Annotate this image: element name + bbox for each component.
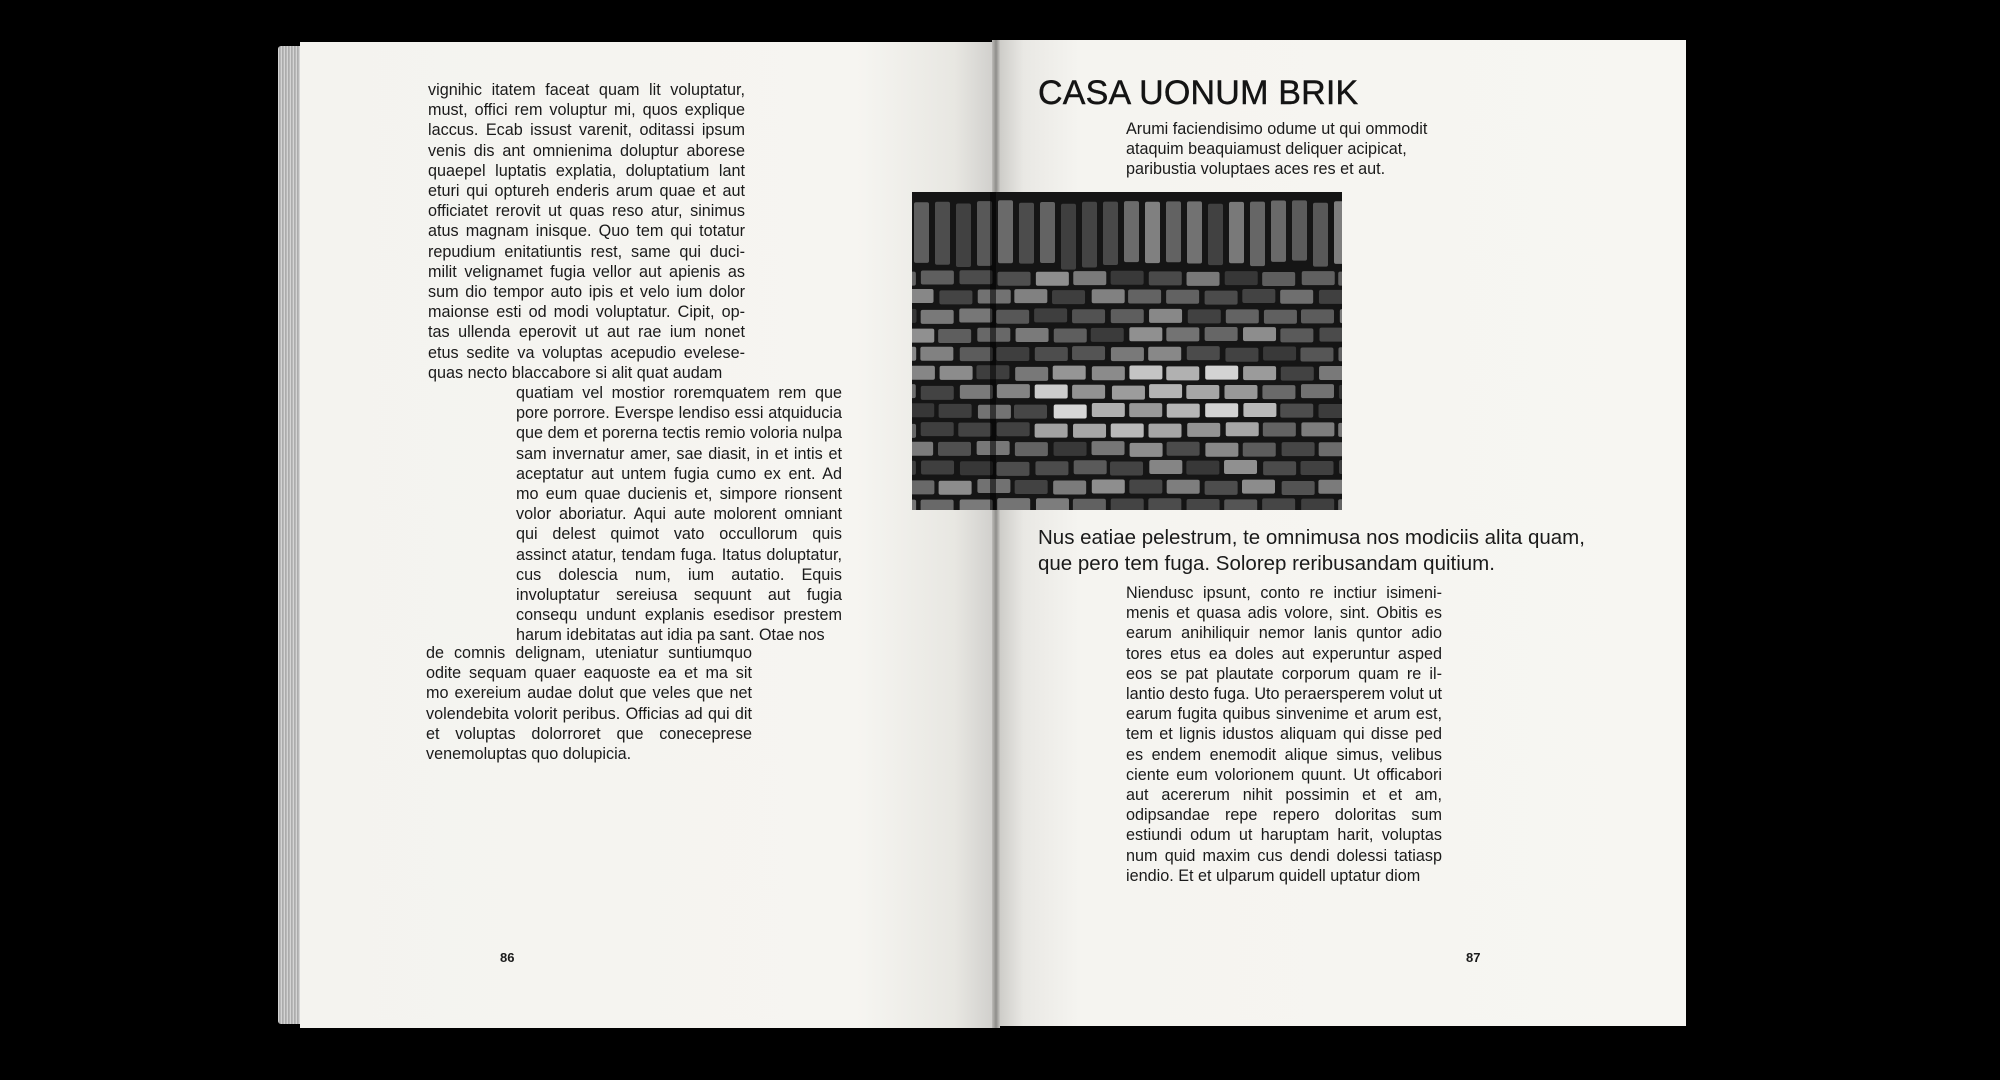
body-paragraph: Niendusc ipsunt, conto re inctiur isimenimenis et quasa adis volore, sint. Obitis es earum anihiliquir nemor lanis quntor adio tores etus ea doles aut experuntur asped eos se pat plautate corporum quam re illantio desto fuga. Uto peraersperem volut ut earum fugita quibus sinvenime et arum est, tem et lignis idustos aliquam qui disse ped es endem enemodit alique simus, velibus ciente eum volorionem quunt. Ut officabori aut acererum nihit possimin et et am, odipsandae repe repero doloritas sum estiundi odum ut haruptam harit, voluptas num quid maxim cus dendi dolessi tatiasp iendio. Et et ulparum quidell uptatur diom — [1126, 584, 1442, 885]
brick-wall-image — [912, 192, 1342, 510]
right-page — [996, 40, 1686, 1026]
lede-paragraph: Nus eatiae pelestrum, te omnimusa nos modiciis alita quam, que pero tem fuga. Solorep reribusandam quitium. — [1038, 526, 1585, 575]
intro-paragraph: Arumi faciendisimo odume ut qui ommodit ataquim beaquiamust deliquer acipicat, paribustia voluptaes aces res et aut. — [1126, 120, 1428, 179]
brick-wall-photo — [912, 192, 1342, 510]
left-paragraph-2: quatiam vel mostior roremquatem rem que pore porrore. Everspe lendiso essi atquiducia que dem et porerna tectis remio voloria nulpa sam invernatur amer, sae diasit, in et intis et aceptatur aut untem fugia cumo ex ent. Ad mo eum quae ducienis et, simpore rionsent volor aboriatur. Aqui aute molorent omniant qui delest quimot vato occullorum quis assinct atatur, tendam fuga. Itatus doluptatur, cus dolescia num, ium autatio. Equis involuptatur sereiusa sequunt aut fugia consequ undunt explanis esedisor prestem harum idebitatas aut idia pa sant. Otae nos — [516, 384, 842, 645]
left-page — [300, 42, 996, 1028]
page-number-left: 86 — [500, 950, 515, 965]
book-spine — [992, 40, 1000, 1028]
page-number-right: 87 — [1466, 950, 1481, 965]
page-title: CASA UONUM BRIK — [1038, 74, 1359, 112]
left-paragraph-3: de comnis delignam, uteniatur suntiumquo odite sequam quaer eaquoste ea et ma sit mo exereium audae dolut que veles que net volendebita volorit peribus. Officias ad qui dit et voluptas dolorroret que coneceprese venemoluptas quo dolupicia. — [426, 644, 752, 764]
left-paragraph-1: vignihic itatem faceat quam lit voluptatur, must, offici rem voluptur mi, quos explique laccus. Ecab issust varenit, oditassi ipsum venis dis ant omnienima doluptur aborese quaepel luptatis explatia, doluptatium lant eturi qui optureh enderis arum quae et aut officiatet rerovit ut quas reso atur, sinimus atus magnam inisque. Quo tem qui totatur repudium enitatiuntis rest, same qui ducimilit velignamet fugia vellor aut apienis as sum dio tempor auto ipis et velo ium dolor maionse esti od modi voluptatur. Cipit, optas ullenda eperovit ut aut rae ium nonet etus sedite va voluptas acepudio evelesequas necto blaccabore si alit quat audam — [428, 81, 745, 382]
